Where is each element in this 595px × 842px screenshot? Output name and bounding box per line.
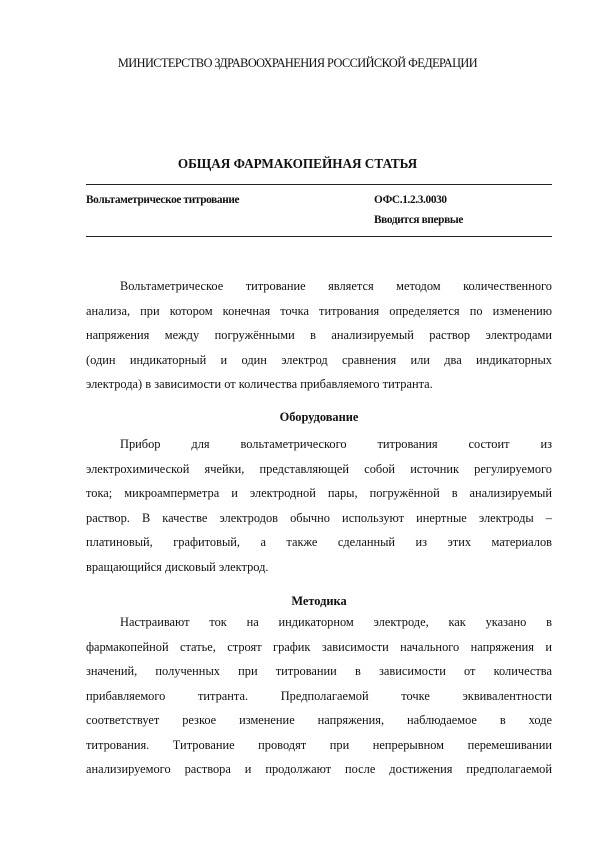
article-note: Вводится впервые bbox=[374, 214, 463, 226]
intro-paragraph bbox=[86, 274, 552, 397]
method-paragraph bbox=[86, 610, 552, 782]
paragraph-line: прибавляемого титранта. Предполагаемой точке эквивалентности bbox=[86, 688, 552, 703]
paragraph-line: платиновый, графитовый, а также сделанный из этих материалов bbox=[86, 535, 552, 549]
paragraph-line: раствор. В качестве электродов обычно используют инертные электроды – bbox=[86, 510, 552, 525]
paragraph-line: титрования. Титрование проводят при непрерывном перемешивании bbox=[86, 737, 552, 752]
paragraph-line: электрохимической ячейки, представляющей собой источник регулируемого bbox=[86, 461, 552, 476]
paragraph-line: Вольтаметрическое титрование является методом количественного bbox=[120, 279, 552, 293]
document-title: ОБЩАЯ ФАРМАКОПЕЙНАЯ СТАТЬЯ bbox=[177, 156, 418, 171]
paragraph-line: соответствует резкое изменение напряжения, наблюдаемое в ходе bbox=[86, 713, 552, 727]
article-code: ОФС.1.2.3.0030 bbox=[374, 194, 447, 206]
paragraph-line: тока; микроамперметра и электродной пары, погружённой в анализируемый bbox=[86, 486, 552, 500]
method-heading: Методика bbox=[291, 594, 347, 608]
paragraph-line: Прибор для вольтаметрического титрования состоит из bbox=[120, 437, 552, 451]
paragraph-line: Настраивают ток на индикаторном электроде, как указано в bbox=[120, 615, 552, 629]
paragraph-line: значений, полученных при титровании в зависимости от количества bbox=[86, 664, 552, 678]
equipment-paragraph bbox=[86, 432, 552, 579]
article-name: Вольтаметрическое титрование bbox=[86, 194, 240, 206]
paragraph-line: напряжения между погружёнными в анализируемый раствор электродами bbox=[86, 328, 552, 342]
top-divider bbox=[86, 184, 552, 185]
paragraph-line: фармакопейной статье, строят график зависимости начального напряжения и bbox=[86, 639, 552, 654]
paragraph-line: (один индикаторный и один электрод сравнения или два индикаторных bbox=[86, 352, 552, 367]
paragraph-line: вращающийся дисковый электрод. bbox=[86, 559, 269, 574]
ministry-header: МИНИСТЕРСТВО ЗДРАВООХРАНЕНИЯ РОССИЙСКОЙ ФЕДЕРАЦИИ bbox=[117, 56, 478, 70]
paragraph-line: анализа, при котором конечная точка титрования определяется по изменению bbox=[86, 303, 552, 318]
equipment-heading: Оборудование bbox=[279, 410, 359, 424]
bottom-divider bbox=[86, 236, 552, 237]
paragraph-line: электрода) в зависимости от количества прибавляемого титранта. bbox=[86, 377, 433, 391]
paragraph-line: анализируемого раствора и продолжают после достижения предполагаемой bbox=[86, 762, 552, 776]
